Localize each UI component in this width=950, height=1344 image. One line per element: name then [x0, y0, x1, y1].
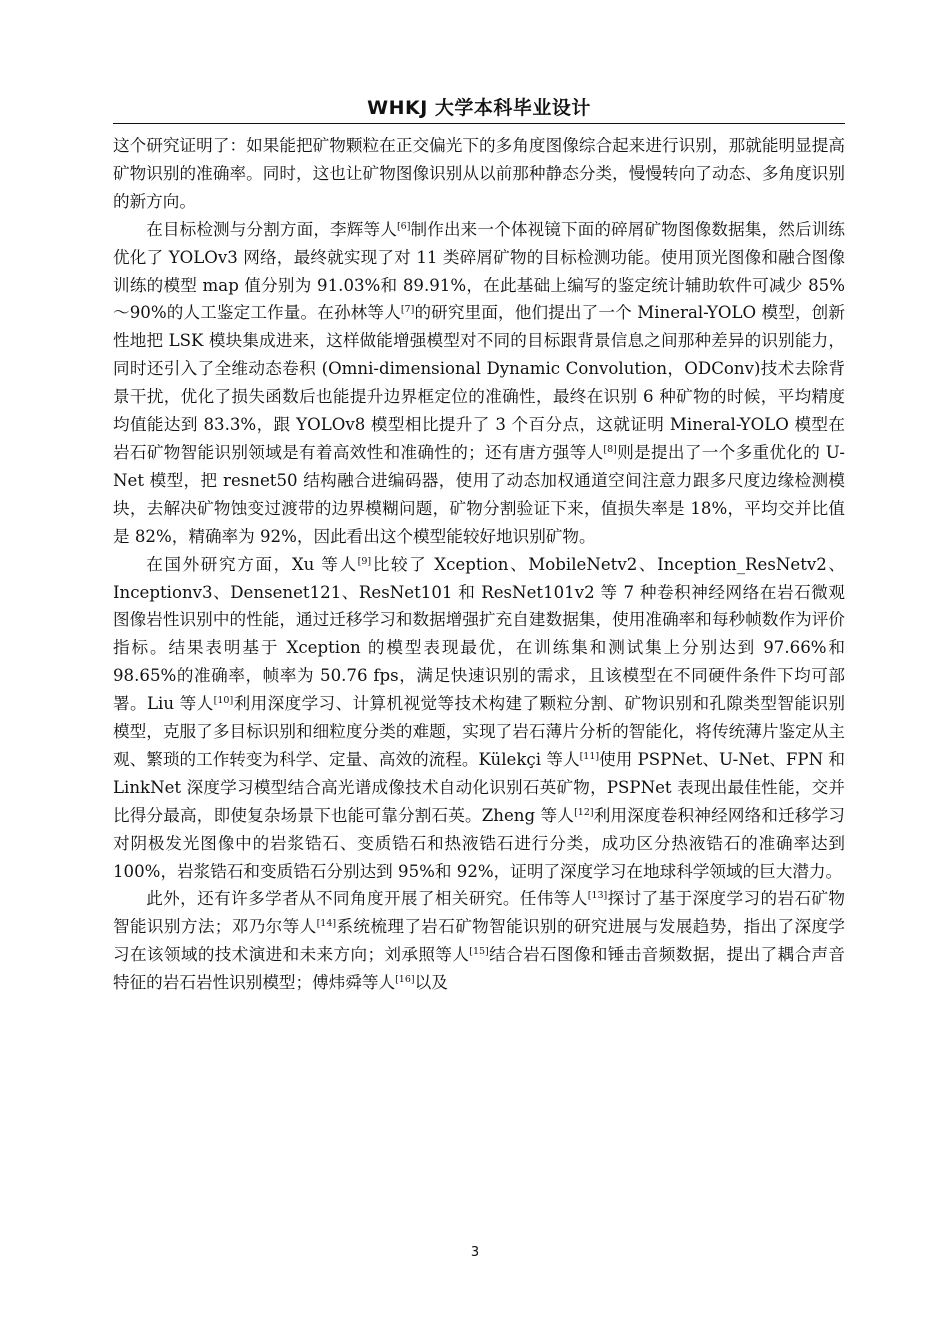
citation-ref: [12] — [574, 806, 594, 818]
text-run: 结合岩石图像和锤击音频数据，提出了耦合声音特征的岩石岩性识别模型；傅炜舜等人 — [113, 945, 846, 993]
text-run: 此外，还有许多学者从不同角度开展了相关研究。任伟等人 — [146, 889, 588, 909]
text-run: 利用深度卷积神经网络和迁移学习对阴极发光图像中的岩浆锆石、变质锆石和热液锆石进行分类，成功区分热液锆石的准确率达到 100%，岩浆锆石和变质锆石分别达到 95%和 92%，证明了深度学习在地球科学领域的巨大潜力。 — [113, 805, 845, 881]
citation-ref: [15] — [469, 946, 489, 958]
citation-ref: [16] — [395, 974, 415, 986]
paragraph — [113, 885, 845, 997]
paragraph — [113, 216, 845, 551]
text-run: 以及 — [414, 973, 448, 993]
citation-ref: [8] — [603, 443, 617, 455]
text-run: 这个研究证明了：如果能把矿物颗粒在正交偏光下的多角度图像综合起来进行识别，那就能明显提高矿物识别的准确率。同时，这也让矿物图像识别从以前那种静态分类，慢慢转向了动态、多角度识别的新方向。 — [113, 136, 845, 211]
citation-ref: [9] — [357, 555, 372, 567]
text-run: 的研究里面，他们提出了一个 Mineral-YOLO 模型，创新性地把 LSK 模块集成进来，这样做能增强模型对不同的目标跟背景信息之间那种差异的识别能力，同时还引入了全维动态卷积 (Omni-dimensional Dynamic Convolution，ODConv)技术去除背景干扰，优化了损失函数后也能提升边界框定位的准确性，最终在识别 6 种矿物的时候，平均精度均值能达到 83.3%，跟 YOLOv8 模型相比提升了 3 个百分点，这就证明 Mineral-YOLO 模型在岩石矿物智能识别领域是有着高效性和准确性的；还有唐方强等人 — [113, 303, 846, 462]
citation-ref: [11] — [579, 750, 600, 762]
body-text — [113, 132, 845, 997]
page-number: 3 — [470, 1245, 480, 1260]
paragraph — [113, 132, 845, 216]
text-run: 使用 PSPNet、U-Net、FPN 和 LinkNet 深度学习模型结合高光谱成像技术自动化识别石英矿物，PSPNet 表现出最佳性能，交并比得分最高，即使复杂场景下也能可靠分割石英。Zheng 等人 — [113, 749, 845, 825]
text-run: 比较了 Xception、MobileNetv2、Inception_ResNetv2、Inceptionv3、Densenet121、ResNet101 和 ResNet101v2 等 7 种卷积神经网络在岩石微观图像岩性识别中的性能，通过迁移学习和数据增强扩充自建数据集，使用准确率和每秒帧数作为评价指标。结果表明基于 Xception 的模型表现最优，在训练集和测试集上分别达到 97.66%和 98.65%的准确率，帧率为 50.76 fps，满足快速识别的需求，且该模型在不同硬件条件下均可部署。Liu 等人 — [113, 554, 845, 714]
citation-ref: [7] — [400, 304, 415, 316]
text-run: 利用深度学习、计算机视觉等技术构建了颗粒分割、矿物识别和孔隙类型智能识别模型，克服了多目标识别和细粒度分类的难题，实现了岩石薄片分析的智能化，将传统薄片鉴定从主观、繁琐的工作转变为科学、定量、高效的流程。Külekçi 等人 — [113, 694, 845, 769]
citation-ref: [6] — [396, 220, 411, 232]
citation-ref: [10] — [213, 695, 234, 707]
text-run: 系统梳理了岩石矿物智能识别的研究进展与发展趋势，指出了深度学习在该领域的技术演进和未来方向；刘承照等人 — [113, 917, 846, 965]
header-rule — [113, 123, 845, 124]
citation-ref: [13] — [587, 890, 608, 902]
text-run: 探讨了基于深度学习的岩石矿物智能识别方法；邓乃尔等人 — [113, 889, 846, 937]
text-run: 在目标检测与分割方面，李辉等人 — [146, 219, 397, 239]
text-run: 则是提出了一个多重优化的 U-Net 模型，把 resnet50 结构融合进编码器，使用了动态加权通道空间注意力跟多尺度边缘检测模块，去解决矿物蚀变过渡带的边界模糊问题，矿物分割验证下来，值损失率是 18%，平均交并比值是 82%，精确率为 92%，因此看出这个模型能较好地识别矿物。 — [113, 442, 846, 546]
text-run: 制作出来一个体视镜下面的碎屑矿物图像数据集，然后训练优化了 YOLOv3 网络，最终就实现了对 11 类碎屑矿物的目标检测功能。使用顶光图像和融合图像训练的模型 map 值分别为 91.03%和 89.91%，在此基础上编写的鉴定统计辅助软件可减少 85%～90%的人工鉴定工作量。在孙林等人 — [113, 219, 846, 323]
page-header-title: WHKJ 大学本科毕业设计 — [367, 97, 591, 119]
text-run: 在国外研究方面，Xu 等人 — [146, 554, 358, 574]
citation-ref: [14] — [316, 918, 337, 930]
paragraph — [113, 551, 845, 886]
